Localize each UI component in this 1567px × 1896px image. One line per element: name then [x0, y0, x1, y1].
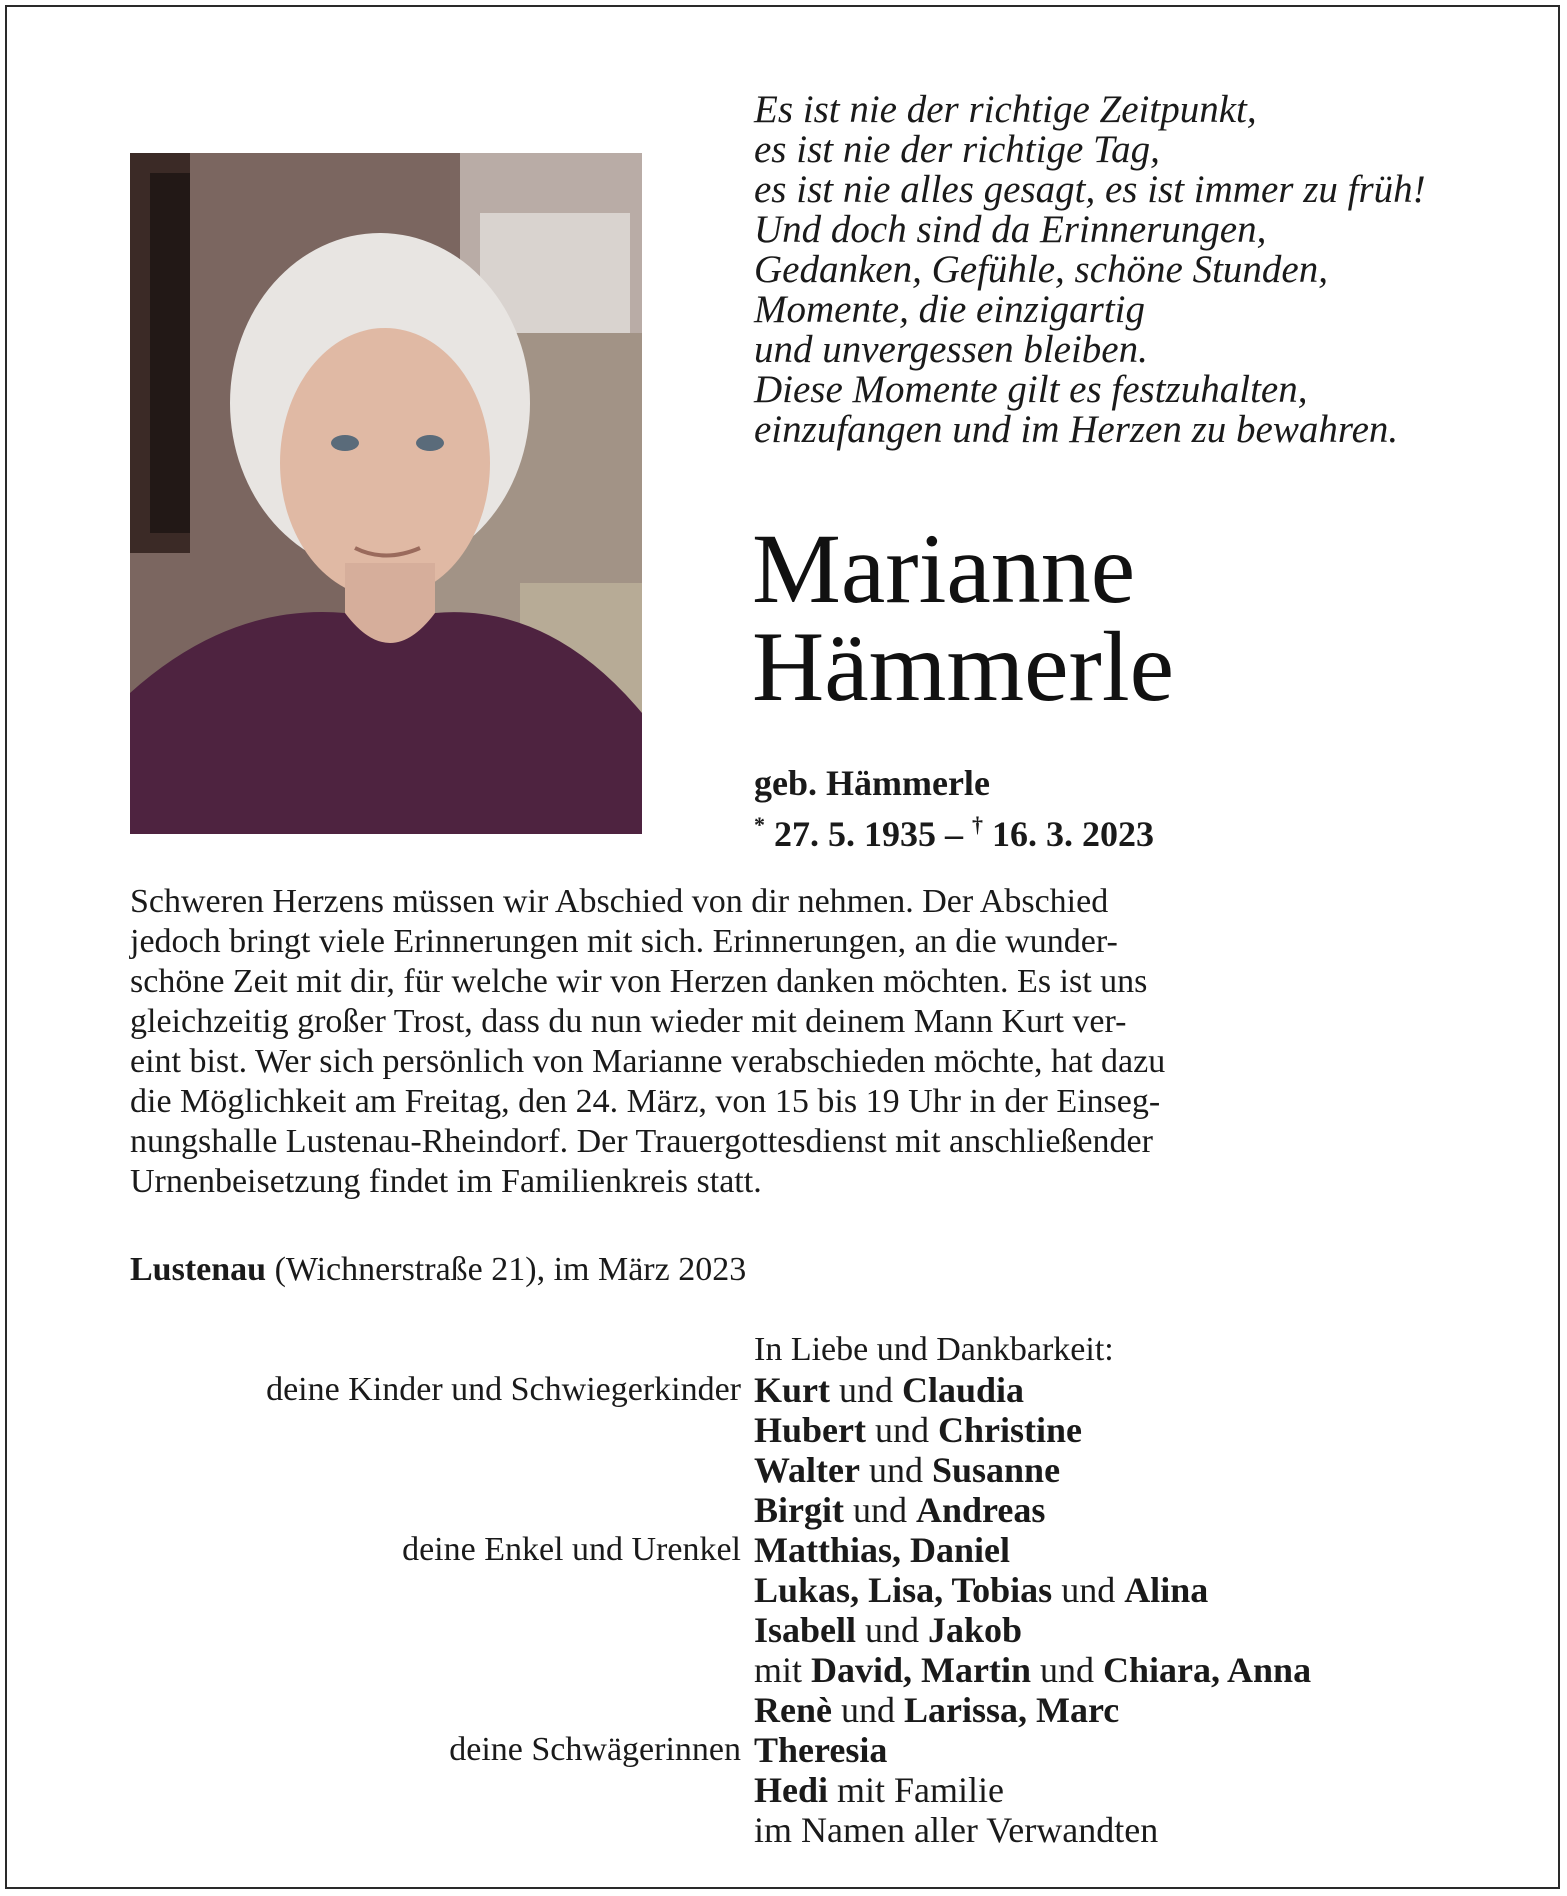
connector-text: und — [1052, 1570, 1125, 1610]
poem-line: Gedanken, Gefühle, schöne Stunden, — [754, 248, 1328, 291]
body-line: Urnenbeisetzung findet im Familienkreis statt. — [130, 1163, 762, 1200]
place-and-date — [130, 1250, 746, 1290]
connector-text: und — [1031, 1650, 1104, 1690]
mourner-name: Chiara, Anna — [1103, 1650, 1312, 1690]
poem-line: Diese Momente gilt es festzuhalten, — [754, 368, 1308, 411]
birth-date: 27. 5. 1935 — [774, 814, 936, 854]
closing-phrase: In Liebe und Dankbarkeit: — [754, 1331, 1114, 1368]
mourner-name: Birgit — [754, 1490, 844, 1530]
poem-line: Es ist nie der richtige Zeitpunkt, — [754, 88, 1257, 131]
signature-row — [0, 1490, 1567, 1530]
mourner-names — [754, 1730, 887, 1770]
death-date: 16. 3. 2023 — [992, 814, 1154, 854]
mourner-names — [754, 1810, 1158, 1850]
body-line: gleichzeitig großer Trost, dass du nun wieder mit deinem Mann Kurt ver- — [130, 1003, 1127, 1040]
connector-text: und — [856, 1610, 929, 1650]
death-symbol: † — [972, 812, 983, 837]
mourner-names — [754, 1450, 1060, 1490]
body-line: schöne Zeit mit dir, für welche wir von Herzen danken möchten. Es ist uns — [130, 963, 1148, 1000]
signature-row — [0, 1450, 1567, 1490]
connector-text: und — [830, 1370, 902, 1410]
signature-row — [0, 1370, 1567, 1410]
deceased-name — [752, 513, 1512, 722]
signature-row — [0, 1530, 1567, 1570]
connector-text: im Namen aller Verwandten — [754, 1810, 1159, 1850]
mourner-name: Jakob — [928, 1610, 1023, 1650]
birth-name: geb. Hämmerle — [754, 763, 990, 803]
mourner-name: Renè — [754, 1690, 832, 1730]
portrait-photo — [130, 153, 642, 834]
birth-symbol: * — [754, 812, 765, 837]
mourner-name: David, Martin — [811, 1650, 1032, 1690]
signature-row — [0, 1770, 1567, 1810]
mourner-name: Alina — [1124, 1570, 1209, 1610]
connector-text: und — [859, 1450, 932, 1490]
body-line: die Möglichkeit am Freitag, den 24. März, von 15 bis 19 Uhr in der Einseg- — [130, 1083, 1161, 1120]
connector-text: mit Familie — [828, 1770, 1005, 1810]
poem-line: es ist nie alles gesagt, es ist immer zu früh! — [754, 168, 1426, 211]
first-name: Marianne — [752, 513, 1136, 624]
connector-text: mit — [754, 1650, 812, 1690]
mourner-names — [754, 1690, 1119, 1730]
poem-line: Und doch sind da Erinnerungen, — [754, 208, 1267, 251]
mourner-name: Hubert — [754, 1410, 866, 1450]
body-line: eint bist. Wer sich persönlich von Marianne verabschieden möchte, hat dazu — [130, 1043, 1166, 1080]
connector-text: und — [843, 1490, 916, 1530]
mourner-name: Christine — [938, 1410, 1082, 1450]
mourner-name: Hedi — [754, 1770, 829, 1810]
date-separator: – — [936, 814, 972, 854]
signature-row — [0, 1610, 1567, 1650]
connector-text: und — [831, 1690, 904, 1730]
mourner-names — [754, 1410, 1082, 1450]
town: Lustenau — [130, 1251, 267, 1288]
life-dates — [754, 804, 1154, 855]
mourner-name: Lukas, Lisa, Tobias — [754, 1570, 1053, 1610]
mourner-name: Susanne — [931, 1450, 1061, 1490]
portrait-illustration — [130, 153, 642, 834]
signature-row — [0, 1570, 1567, 1610]
obituary-text — [130, 882, 1436, 1202]
poem-line: Momente, die einzigartig — [754, 288, 1146, 331]
poem-line: und unvergessen bleiben. — [754, 328, 1148, 371]
mourner-name: Andreas — [915, 1490, 1046, 1530]
last-name: Hämmerle — [752, 611, 1175, 722]
relation-label: deine Enkel und Urenkel — [402, 1531, 741, 1568]
mourner-names — [754, 1610, 1022, 1650]
signature-row — [0, 1730, 1567, 1770]
body-line: nungshalle Lustenau-Rheindorf. Der Trauergottesdienst mit anschließender — [130, 1123, 1153, 1160]
relation-label: deine Kinder und Schwiegerkinder — [266, 1371, 741, 1408]
mourner-names — [754, 1570, 1208, 1610]
mourner-name: Larissa, Marc — [903, 1690, 1120, 1730]
body-line: jedoch bringt viele Erinnerungen mit sich. Erinnerungen, an die wunder- — [130, 923, 1118, 960]
signature-row — [0, 1650, 1567, 1690]
poem — [754, 90, 1534, 450]
mourner-name: Matthias, Daniel — [754, 1530, 1010, 1570]
mourner-name: Walter — [754, 1450, 860, 1490]
signature-row — [0, 1690, 1567, 1730]
connector-text: und — [866, 1410, 938, 1450]
mourner-name: Isabell — [754, 1610, 857, 1650]
relation-label: deine Schwägerinnen — [449, 1731, 741, 1768]
poem-line: einzufangen und im Herzen zu bewahren. — [754, 408, 1399, 451]
signature-row — [0, 1810, 1567, 1850]
body-line: Schweren Herzens müssen wir Abschied von dir nehmen. Der Abschied — [130, 883, 1109, 920]
address-date: (Wichnerstraße 21), im März 2023 — [266, 1251, 747, 1288]
mourner-name: Theresia — [754, 1730, 888, 1770]
signature-row — [0, 1410, 1567, 1450]
mourner-names — [754, 1370, 1024, 1410]
mourner-names — [754, 1770, 1004, 1810]
mourner-names — [754, 1530, 1010, 1570]
poem-line: es ist nie der richtige Tag, — [754, 128, 1160, 171]
mourner-names — [754, 1490, 1045, 1530]
mourner-names — [754, 1650, 1311, 1690]
mourner-name: Claudia — [902, 1370, 1025, 1410]
mourner-name: Kurt — [754, 1370, 830, 1410]
